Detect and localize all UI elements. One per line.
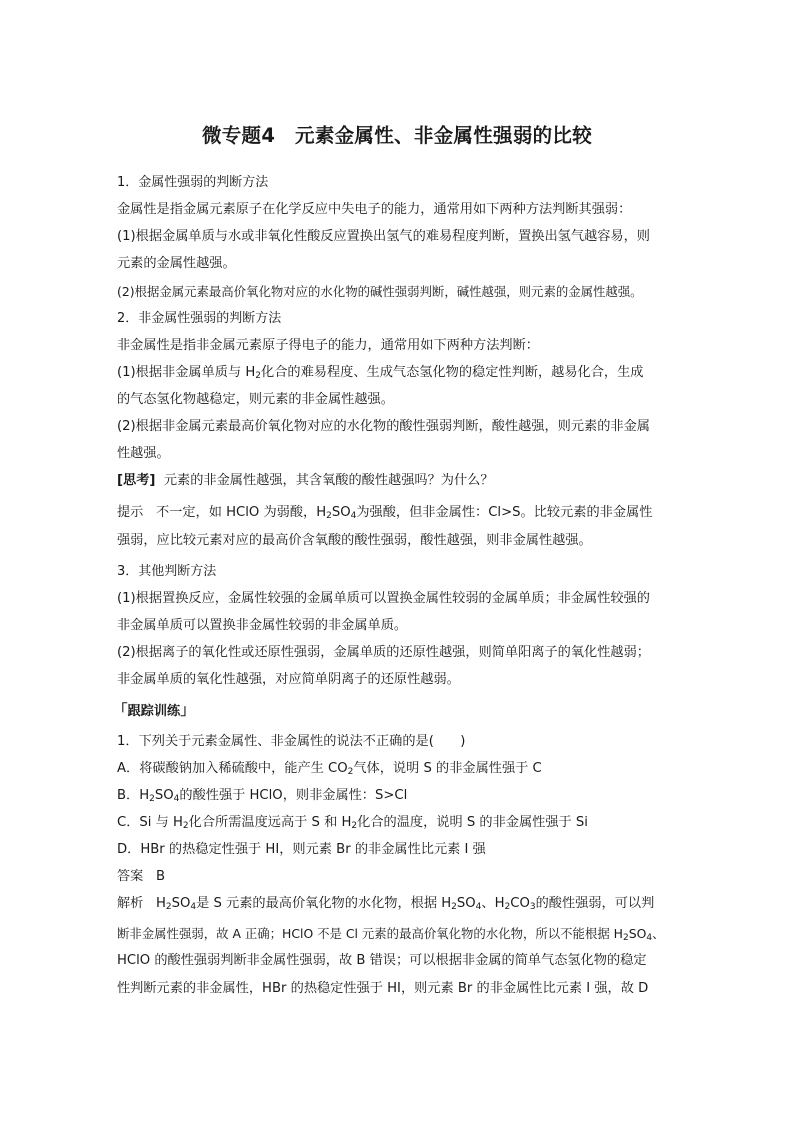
section-2-method-2-line-2: 性越强。 [117,446,170,461]
section-1-method-2: (2)根据金属元素最高价氧化物对应的水化物的碱性强弱判断，碱性越强，则元素的金属性越强。 [117,284,643,299]
hint-line-2: 强弱，应比较元素对应的最高价含氧酸的酸性强弱，酸性越强，则非金属性越强。 [117,533,592,548]
hint-label: 提示 [117,505,144,520]
section-3-method-1-line-1: (1)根据置换反应，金属性较强的金属单质可以置换金属性较弱的金属单质；非金属性较强的 [117,591,650,606]
question-stem: 1．下列关于元素金属性、非金属性的说法不正确的是( ) [117,734,466,749]
analysis-line-3: HClO 的酸性强弱判断非金属性强弱，故 B 错误；可以根据非金属的简单气态氢化物的稳定 [117,953,647,968]
section-3-heading: 3．其他判断方法 [117,564,217,579]
hint-line-1: 提示 不一定，如 HClO 为弱酸，$H_2SO_4$为强酸，但非金属性：Cl>S。比较元素的非金属性 [117,505,653,521]
option-d: D．HBr 的热稳定性强于 HI，则元素 Br 的非金属性比元素 I 强 [117,842,486,857]
answer-line [117,869,165,885]
section-2-intro: 非金属性是指非金属元素原子得电子的能力，通常用如下两种方法判断： [117,338,539,353]
training-heading: 「跟踪训练」 [113,703,195,719]
section-1-intro: 金属性是指金属元素原子在化学反应中失电子的能力，通常用如下两种方法判断其强弱： [117,202,632,217]
section-2-method-1-line-2: 的气态氢化物越稳定，则元素的非金属性越强。 [117,392,394,407]
section-2-heading: 2．非金属性强弱的判断方法 [117,311,282,326]
think-label: [思考] [117,473,156,488]
think-question: [思考] 元素的非金属性越强，其含氧酸的酸性越强吗？为什么？ [117,473,494,488]
answer-value: B [155,869,166,884]
analysis-line-2: 断非金属性强弱，故 A 正确；HClO 不是 Cl 元素的最高价氧化物的水化物，所以不能根据 $H_2SO_4$、 [117,926,665,943]
option-b: B．$H_2SO_4$的酸性强于 HClO，则非金属性：S>Cl [117,788,408,804]
section-1-method-1-line-1: (1)根据金属单质与水或非氧化性酸反应置换出氢气的难易程度判断，置换出氢气越容易，则 [117,229,650,244]
section-2-method-1-line-1: (1)根据非金属单质与 $H_2$化合的难易程度、生成气态氢化物的稳定性判断，越易化合，生成 [117,365,644,381]
analysis-line-1: 解析 $H_2SO_4$是 S 元素的最高价氧化物的水化物，根据 $H_2SO_4$、$H_2CO_3$的酸性强弱，可以判 [117,896,655,912]
section-3-method-2-line-1: (2)根据离子的氧化性或还原性强弱，金属单质的还原性越强，则简单阳离子的氧化性越弱； [117,645,650,660]
analysis-label: 解析 [117,896,144,911]
section-3-method-1-line-2: 非金属单质可以置换非金属性较弱的非金属单质。 [117,618,408,633]
section-1-method-1-line-2: 元素的金属性越强。 [117,256,236,271]
option-a: A．将碳酸钠加入稀硫酸中，能产生 $CO_2$气体，说明 S 的非金属性强于 C [117,761,542,777]
page-title: 微专题4 元素金属性、非金属性强弱的比较 [201,124,593,147]
section-1-heading: 1．金属性强弱的判断方法 [117,175,269,190]
section-2-method-2-line-1: (2)根据非金属元素最高价氧化物对应的水化物的酸性强弱判断，酸性越强，则元素的非金属 [117,419,650,434]
option-c: C．Si 与 $H_2$化合所需温度远高于 S 和 $H_2$化合的温度，说明 S 的非金属性强于 Si [117,815,588,831]
section-3-method-2-line-2: 非金属单质的氧化性越强，对应简单阴离子的还原性越弱。 [117,672,460,687]
analysis-line-4: 性判断元素的非金属性，HBr 的热稳定性强于 HI，则元素 Br 的非金属性比元素 I 强，故 D [117,981,649,996]
answer-label: 答案 [117,869,144,884]
